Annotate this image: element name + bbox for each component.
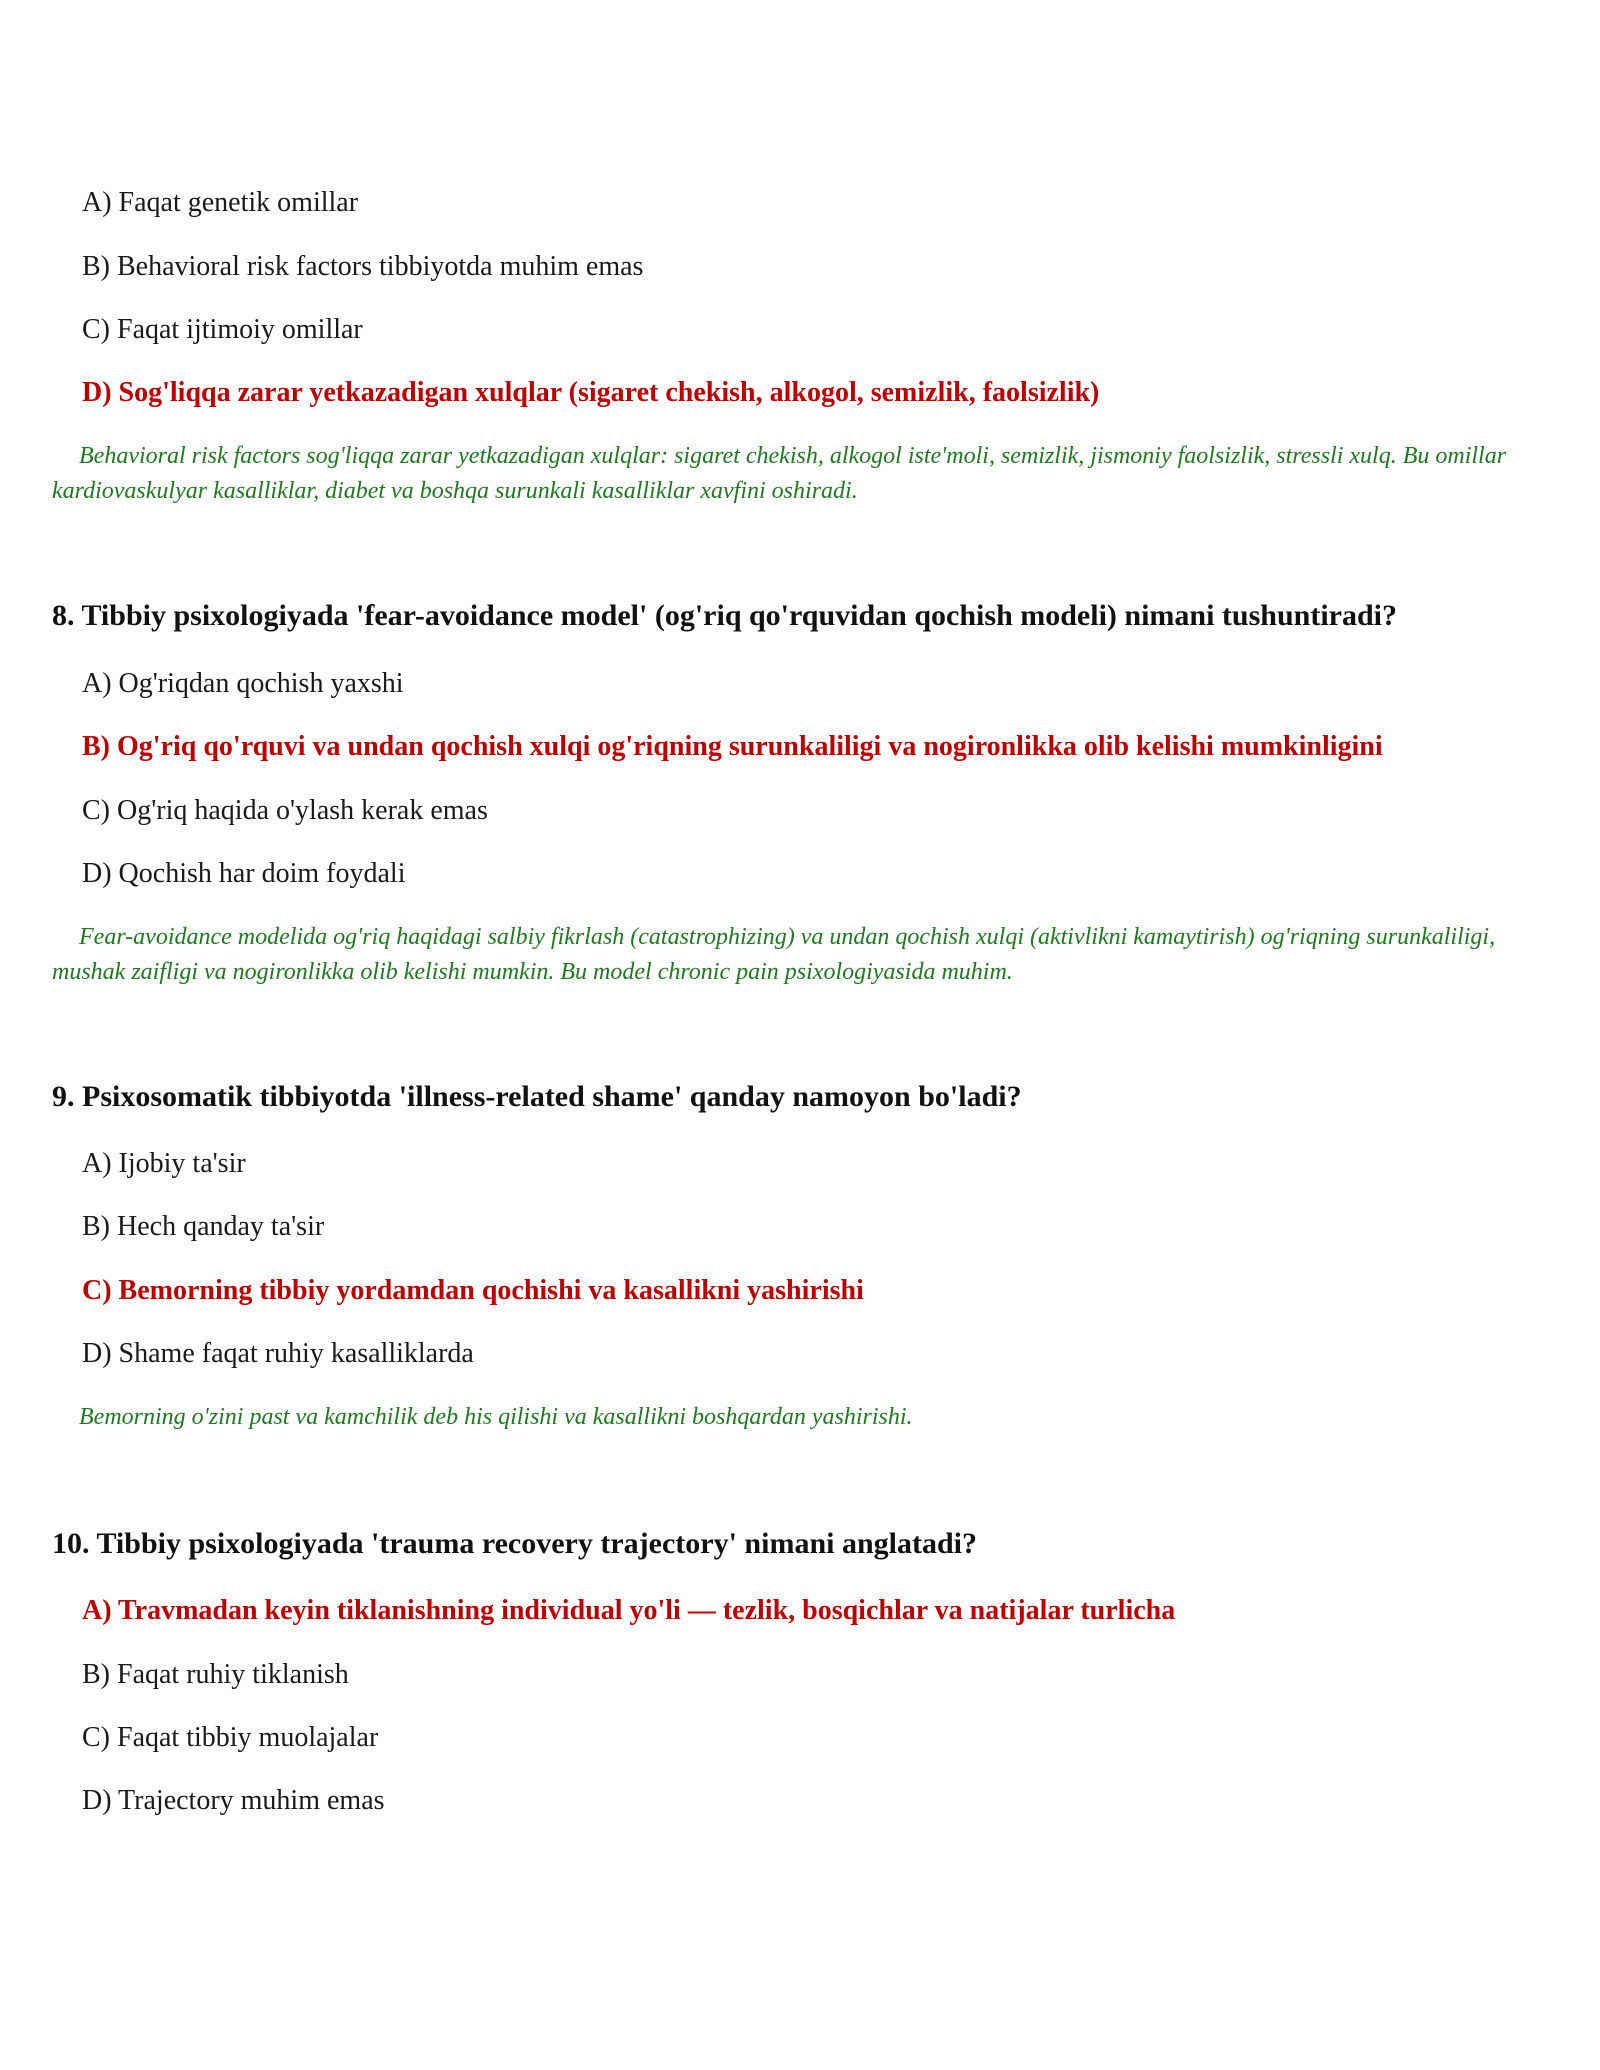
q9-option-a: A) Ijobiy ta'sir [82,1148,246,1179]
q8-option-b-correct: B) Og'riq qo'rquvi va undan qochish xulqi og'riqning surunkaliligi va nogironlikka olib kelishi mumkinligini [82,731,1383,762]
q8-option-a: A) Og'riqdan qochish yaxshi [82,668,404,699]
q8-explanation: Fear-avoidance modelida og'riq haqidagi salbiy fikrlash (catastrophizing) va undan qochish xulqi (aktivlikni kamaytirish) og'riqning surunkaliligi, mushak zaifligi va nogironlikka olib kelishi mumkin. Bu model chronic pain psixologiyasida muhim. [52,924,1496,985]
q10-question: 10. Tibbiy psixologiyada 'trauma recovery trajectory' nimani anglatadi? [52,1527,977,1560]
q8-question: 8. Tibbiy psixologiyada 'fear-avoidance model' (og'riq qo'rquvidan qochish modeli) nimani tushuntiradi? [52,599,1397,632]
q8-option-c: C) Og'riq haqida o'ylash kerak emas [82,795,488,826]
q9-option-b: B) Hech qanday ta'sir [82,1211,325,1242]
q9-option-c-correct: C) Bemorning tibbiy yordamdan qochishi va kasallikni yashirishi [82,1275,864,1306]
q9-question: 9. Psixosomatik tibbiyotda 'illness-related shame' qanday namoyon bo'ladi? [52,1080,1022,1113]
q7-option-d-correct: D) Sog'liqqa zarar yetkazadigan xulqlar (sigaret chekish, alkogol, semizlik, faolsizlik) [82,377,1100,408]
q7-explanation: Behavioral risk factors sog'liqqa zarar yetkazadigan xulqlar: sigaret chekish, alkogol iste'moli, semizlik, jismoniy faolsizlik, stressli xulq. Bu omillar kardiovaskulyar kasalliklar, diabet va boshqa surunkali kasalliklar xavfini oshiradi. [52,443,1507,504]
q10-option-a-correct: A) Travmadan keyin tiklanishning individual yo'li — tezlik, bosqichlar va natijalar turlicha [82,1595,1176,1626]
q9-option-d: D) Shame faqat ruhiy kasalliklarda [82,1338,474,1369]
q10-option-c: C) Faqat tibbiy muolajalar [82,1722,379,1753]
q7-option-a: A) Faqat genetik omillar [82,187,359,218]
q10-option-d: D) Trajectory muhim emas [82,1785,385,1816]
q9-explanation: Bemorning o'zini past va kamchilik deb his qilishi va kasallikni boshqardan yashirishi. [79,1404,913,1430]
q7-option-c: C) Faqat ijtimoiy omillar [82,314,363,345]
q7-option-b: B) Behavioral risk factors tibbiyotda muhim emas [82,251,644,282]
q10-option-b: B) Faqat ruhiy tiklanish [82,1659,349,1690]
q8-option-d: D) Qochish har doim foydali [82,858,406,889]
